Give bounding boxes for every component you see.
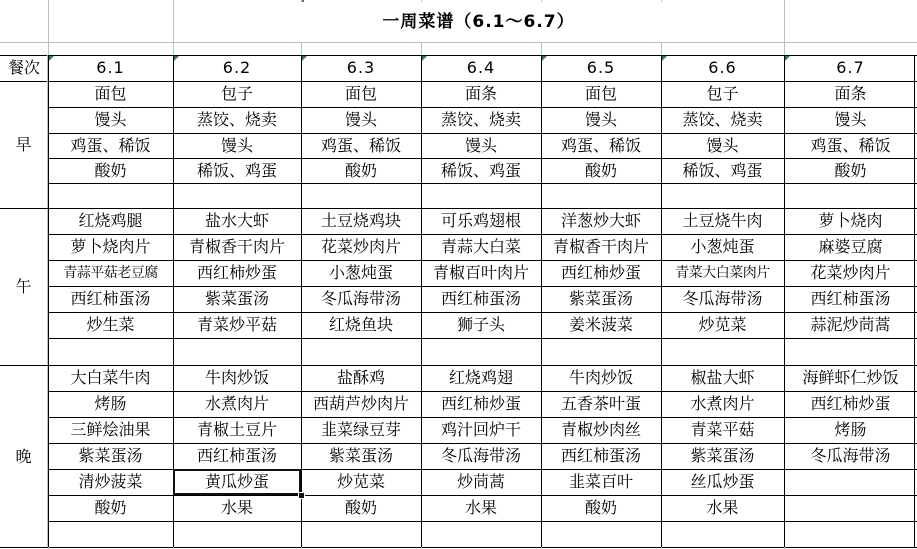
- menu-cell[interactable]: [661, 521, 784, 547]
- menu-cell[interactable]: 紫菜蛋汤: [328, 446, 393, 465]
- meal-block-separator: [0, 208, 48, 209]
- meal-label-breakfast[interactable]: 早: [0, 82, 47, 208]
- menu-cell[interactable]: 紫菜蛋汤: [568, 289, 633, 308]
- menu-cell[interactable]: [661, 338, 784, 365]
- menu-cell[interactable]: 稀饭、鸡蛋: [440, 160, 521, 180]
- menu-cell[interactable]: 韭菜百叶: [568, 472, 633, 491]
- menu-cell[interactable]: 紫菜蛋汤: [78, 446, 143, 465]
- menu-cell[interactable]: [784, 521, 917, 547]
- date-header-1[interactable]: 6.1: [96, 58, 125, 77]
- meal-label-dinner[interactable]: 晚: [0, 366, 47, 547]
- menu-cell[interactable]: 紫菜蛋汤: [204, 289, 269, 308]
- meal-block-separator: [0, 365, 48, 366]
- menu-cell[interactable]: [421, 183, 541, 208]
- menu-cell[interactable]: 鸡蛋、稀饭: [70, 135, 151, 155]
- menu-cell[interactable]: 丝瓜炒蛋: [690, 472, 755, 491]
- menu-cell[interactable]: 稀饭、鸡蛋: [196, 160, 277, 180]
- menu-cell[interactable]: 冬瓜海带汤: [682, 289, 763, 308]
- menu-cell[interactable]: [48, 338, 173, 365]
- menu-cell[interactable]: 牛肉炒饭: [568, 368, 633, 387]
- menu-cell[interactable]: 红烧鸡腿: [78, 211, 143, 230]
- menu-cell[interactable]: 萝卜烧肉: [818, 211, 883, 230]
- menu-cell[interactable]: 鸡蛋、稀饭: [810, 135, 891, 155]
- menu-cell[interactable]: 西红柿蛋汤: [196, 446, 277, 465]
- menu-cell[interactable]: 水煮肉片: [690, 394, 755, 413]
- menu-cell[interactable]: 炒生菜: [86, 315, 135, 334]
- menu-cell[interactable]: 冬瓜海带汤: [440, 446, 521, 465]
- menu-cell[interactable]: 黄瓜炒蛋: [204, 472, 269, 491]
- menu-cell[interactable]: [421, 521, 541, 547]
- menu-cell[interactable]: [301, 521, 421, 547]
- gridline-horizontal: [0, 547, 917, 548]
- menu-cell[interactable]: 馒头: [464, 135, 497, 155]
- menu-cell[interactable]: 炒茼蒿: [456, 472, 505, 491]
- menu-cell[interactable]: 鸡蛋、稀饭: [560, 135, 641, 155]
- menu-cell[interactable]: 青椒香干肉片: [188, 237, 285, 256]
- menu-cell[interactable]: 萝卜烧肉片: [70, 237, 151, 256]
- menu-cell[interactable]: [541, 521, 661, 547]
- menu-cell[interactable]: 小葱炖蛋: [690, 237, 755, 256]
- date-header-4[interactable]: 6.4: [466, 58, 496, 77]
- gridline-vertical: [173, 0, 174, 42]
- menu-cell[interactable]: [784, 495, 917, 521]
- date-header-2[interactable]: 6.2: [222, 58, 252, 77]
- menu-cell[interactable]: 海鲜虾仁炒饭: [802, 368, 899, 387]
- menu-cell[interactable]: 大白菜牛肉: [70, 368, 151, 387]
- menu-cell[interactable]: 五香茶叶蛋: [560, 394, 641, 413]
- menu-cell[interactable]: 蒜泥炒茼蒿: [810, 315, 891, 334]
- menu-cell[interactable]: 馒头: [706, 135, 739, 155]
- date-header-5[interactable]: 6.5: [586, 58, 616, 77]
- menu-cell[interactable]: [541, 338, 661, 365]
- menu-cell[interactable]: 鸡蛋、稀饭: [320, 135, 401, 155]
- menu-cell[interactable]: 水果: [464, 498, 497, 517]
- sheet-title[interactable]: 一周菜谱（6.1～6.7）: [173, 2, 784, 42]
- menu-cell[interactable]: 土豆烧鸡块: [320, 211, 401, 230]
- menu-cell[interactable]: 小葱炖蛋: [328, 263, 393, 282]
- menu-cell[interactable]: 青椒百叶肉片: [432, 263, 529, 282]
- menu-cell[interactable]: 馒头: [834, 110, 867, 129]
- menu-cell[interactable]: 红烧鱼块: [328, 315, 393, 334]
- menu-cell[interactable]: [48, 183, 173, 208]
- menu-cell[interactable]: 清炒菠菜: [78, 472, 143, 491]
- menu-cell[interactable]: 酸奶: [94, 160, 127, 180]
- menu-cell[interactable]: 鸡汁回炉干: [440, 420, 521, 439]
- menu-cell[interactable]: [784, 338, 917, 365]
- menu-cell[interactable]: 馒头: [584, 110, 617, 129]
- menu-cell[interactable]: 姜米菠菜: [568, 315, 633, 334]
- menu-cell[interactable]: 酸奶: [584, 498, 617, 517]
- menu-cell[interactable]: 面条: [834, 84, 867, 103]
- menu-cell[interactable]: 面包: [94, 84, 127, 103]
- menu-cell[interactable]: 盐酥鸡: [336, 368, 385, 387]
- menu-cell[interactable]: 紫菜蛋汤: [690, 446, 755, 465]
- date-header-6[interactable]: 6.6: [708, 58, 737, 77]
- menu-cell[interactable]: 西红柿蛋汤: [560, 446, 641, 465]
- menu-cell[interactable]: 水果: [706, 498, 739, 517]
- menu-cell[interactable]: [173, 521, 301, 547]
- menu-cell[interactable]: 西红柿蛋汤: [810, 289, 891, 308]
- menu-cell[interactable]: 洋葱炒大虾: [560, 211, 641, 230]
- menu-cell[interactable]: 麻婆豆腐: [818, 237, 883, 256]
- menu-cell[interactable]: 水果: [220, 498, 253, 517]
- menu-cell[interactable]: 面条: [464, 84, 497, 103]
- menu-cell[interactable]: 炒苋菜: [698, 315, 747, 334]
- menu-cell[interactable]: 水煮肉片: [204, 394, 269, 413]
- menu-cell[interactable]: 青菜平菇: [690, 420, 755, 439]
- menu-cell[interactable]: 可乐鸡翅根: [440, 211, 521, 230]
- comment-marker: [49, 56, 54, 61]
- menu-cell[interactable]: 青椒炒肉丝: [560, 420, 641, 439]
- selected-cell-outline: [173, 469, 301, 495]
- menu-cell[interactable]: 青椒香干肉片: [552, 237, 649, 256]
- menu-cell[interactable]: 酸奶: [834, 160, 867, 180]
- menu-cell[interactable]: 西红柿炒蛋: [560, 263, 641, 282]
- comment-marker: [302, 56, 307, 61]
- menu-cell[interactable]: 酸奶: [344, 498, 377, 517]
- menu-cell[interactable]: 馒头: [94, 110, 127, 129]
- menu-cell[interactable]: [661, 183, 784, 208]
- meal-column-header[interactable]: 餐次: [7, 58, 40, 77]
- menu-cell[interactable]: 椒盐大虾: [690, 368, 755, 387]
- menu-cell[interactable]: 炒苋菜: [336, 472, 385, 491]
- menu-cell[interactable]: 酸奶: [584, 160, 617, 180]
- menu-cell[interactable]: [784, 469, 917, 495]
- menu-cell[interactable]: 冬瓜海带汤: [810, 446, 891, 465]
- menu-cell[interactable]: 土豆烧牛肉: [682, 211, 763, 230]
- menu-cell[interactable]: 馒头: [220, 135, 253, 155]
- menu-cell[interactable]: 酸奶: [344, 160, 377, 180]
- menu-cell[interactable]: 蒸饺、烧卖: [440, 110, 521, 129]
- date-header-7[interactable]: 6.7: [836, 58, 865, 77]
- comment-marker: [662, 56, 667, 61]
- menu-cell[interactable]: 烤肠: [834, 420, 867, 439]
- menu-cell[interactable]: 花菜炒肉片: [810, 263, 891, 282]
- menu-cell[interactable]: 西红柿蛋汤: [440, 289, 521, 308]
- menu-cell[interactable]: 烤肠: [94, 394, 127, 413]
- date-header-3[interactable]: 6.3: [346, 58, 376, 77]
- menu-cell[interactable]: 面包: [584, 84, 617, 103]
- menu-cell[interactable]: 青菜大白菜肉片: [675, 265, 770, 281]
- menu-cell[interactable]: 馒头: [344, 110, 377, 129]
- menu-cell[interactable]: 西红柿炒蛋: [440, 394, 521, 413]
- menu-cell[interactable]: [48, 521, 173, 547]
- menu-cell[interactable]: 三鲜烩油果: [70, 420, 151, 439]
- menu-cell[interactable]: 花菜炒肉片: [320, 237, 401, 256]
- menu-cell[interactable]: 包子: [706, 84, 739, 103]
- menu-cell[interactable]: 青蒜大白菜: [440, 237, 521, 256]
- gridline-vertical: [784, 0, 785, 42]
- menu-cell[interactable]: 西红柿炒蛋: [196, 263, 277, 282]
- menu-cell[interactable]: 西葫芦炒肉片: [312, 394, 409, 413]
- menu-cell[interactable]: [784, 183, 917, 208]
- menu-cell[interactable]: 红烧鸡翅: [448, 368, 513, 387]
- menu-cell[interactable]: 西红柿蛋汤: [70, 289, 151, 308]
- menu-cell[interactable]: 冬瓜海带汤: [320, 289, 401, 308]
- comment-marker: [542, 56, 547, 61]
- menu-cell[interactable]: [301, 338, 421, 365]
- menu-cell[interactable]: 包子: [220, 84, 253, 103]
- gridline-horizontal: [0, 42, 917, 43]
- menu-cell[interactable]: 狮子头: [456, 315, 505, 334]
- comment-marker: [174, 56, 179, 61]
- menu-cell[interactable]: 蒸饺、烧卖: [682, 110, 763, 129]
- menu-cell[interactable]: 牛肉炒饭: [204, 368, 269, 387]
- meal-label-lunch[interactable]: 午: [0, 209, 47, 365]
- menu-cell[interactable]: [541, 183, 661, 208]
- menu-cell[interactable]: [173, 183, 301, 208]
- menu-cell[interactable]: [421, 338, 541, 365]
- comment-marker: [785, 56, 790, 61]
- menu-cell[interactable]: 青菜炒平菇: [196, 315, 277, 334]
- menu-cell[interactable]: 蒸饺、烧卖: [196, 110, 277, 129]
- fill-handle[interactable]: [298, 492, 305, 499]
- menu-cell[interactable]: 西红柿炒蛋: [810, 394, 891, 413]
- menu-cell[interactable]: 稀饭、鸡蛋: [682, 160, 763, 180]
- menu-cell[interactable]: 酸奶: [94, 498, 127, 517]
- menu-cell[interactable]: 青椒土豆片: [196, 420, 277, 439]
- menu-cell[interactable]: [301, 183, 421, 208]
- menu-cell[interactable]: [173, 338, 301, 365]
- menu-cell[interactable]: 盐水大虾: [204, 211, 269, 230]
- menu-cell[interactable]: 青蒜平菇老豆腐: [63, 265, 158, 281]
- menu-cell[interactable]: 韭菜绿豆芽: [320, 420, 401, 439]
- comment-marker: [422, 56, 427, 61]
- menu-cell[interactable]: 面包: [344, 84, 377, 103]
